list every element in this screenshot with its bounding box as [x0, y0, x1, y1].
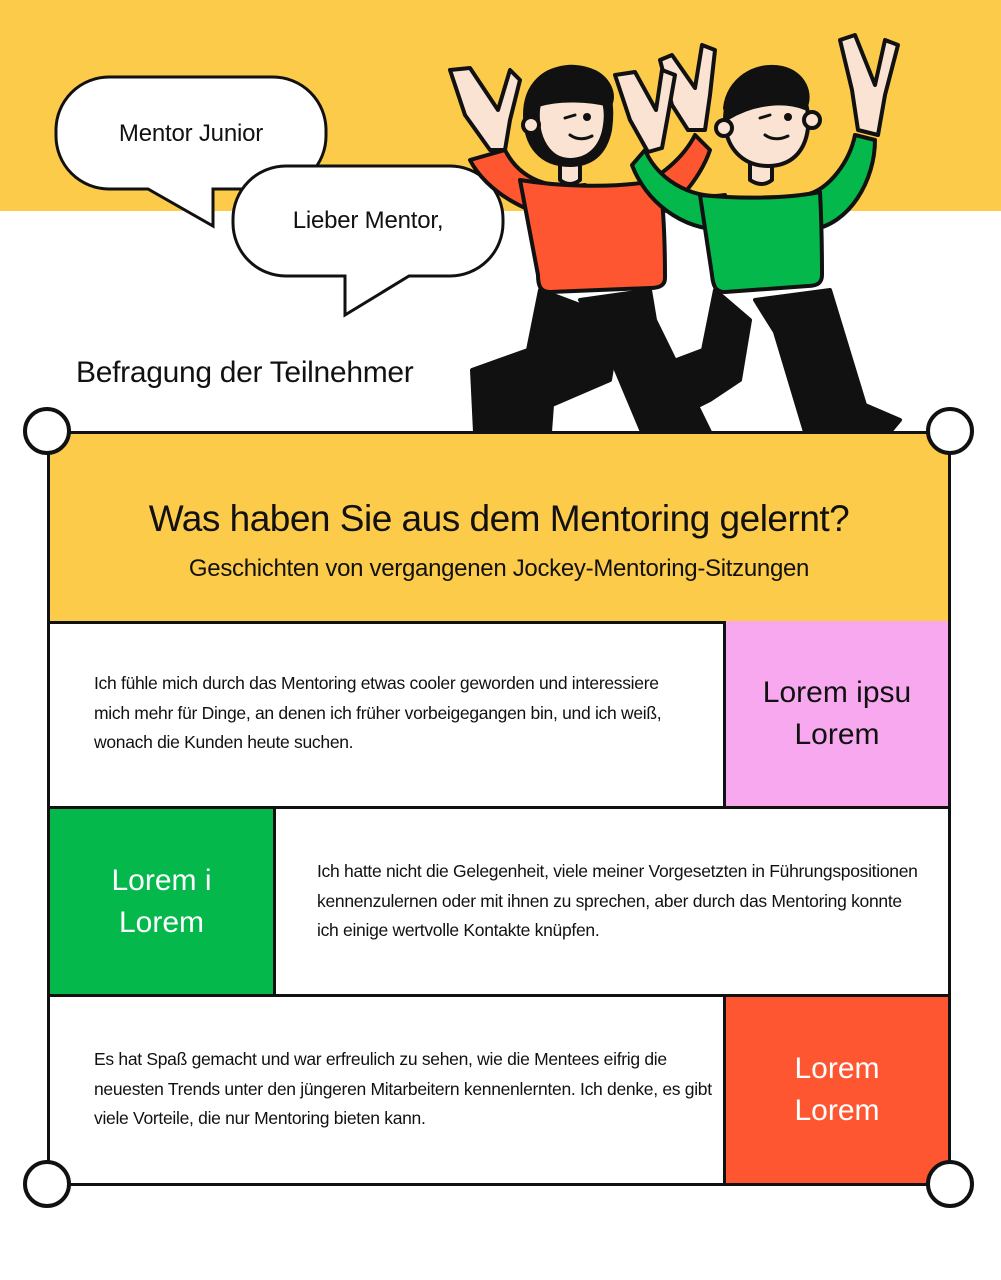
- testimonial-quote: Ich fühle mich durch das Mentoring etwas cooler geworden und interessiere mich mehr für Dinge, an denen ich früher vorbeigegangen bin, und ich weiß, wonach die Kunden heute suchen.: [94, 673, 662, 752]
- corner-circle-icon: [23, 407, 71, 455]
- bubble-text: Mentor Junior: [118, 120, 264, 147]
- tag-line: Lorem: [794, 1052, 880, 1085]
- testimonial-tag-green: [50, 809, 276, 994]
- cheering-people-illustration-icon: [410, 20, 950, 436]
- testimonial-tag-pink: [723, 621, 948, 806]
- tag-line: Lorem: [794, 717, 880, 751]
- testimonial-row: [50, 621, 948, 809]
- panel-header: [50, 434, 948, 624]
- panel-title: Was haben Sie aus dem Mentoring gelernt?: [148, 498, 850, 539]
- testimonial-row: [50, 809, 948, 997]
- bubble-text: Lieber Mentor,: [292, 207, 444, 234]
- corner-circle-icon: [926, 1160, 974, 1208]
- testimonial-quote: Ich hatte nicht die Gelegenheit, viele meiner Vorgesetzten in Führungspositionen kennenzulernen oder mit ihnen zu sprechen, aber durch das Mentoring konnte ich einige wertvolle Kontakte knüpfen.: [317, 861, 918, 940]
- tag-line: Lorem ipsu: [762, 675, 912, 709]
- tag-line: Lorem: [118, 905, 205, 939]
- testimonial-tag-orange: [723, 997, 948, 1183]
- corner-circle-icon: [926, 407, 974, 455]
- tag-line: Lorem i: [111, 863, 212, 897]
- survey-label: Befragung der Teilnehmer: [76, 356, 414, 389]
- testimonial-quote: Es hat Spaß gemacht und war erfreulich zu sehen, wie die Mentees eifrig die neuesten Trends unter den jüngeren Mitarbeitern kennenlernten. Ich denke, es gibt viele Vorteile, die nur Mentoring bieten kann.: [94, 1049, 712, 1128]
- mentoring-feedback-panel: [47, 431, 951, 1186]
- panel-subtitle: Geschichten von vergangenen Jockey-Mentoring-Sitzungen: [188, 555, 810, 582]
- corner-circle-icon: [23, 1160, 71, 1208]
- testimonial-row: [50, 997, 948, 1183]
- tag-line: Lorem: [794, 1094, 880, 1127]
